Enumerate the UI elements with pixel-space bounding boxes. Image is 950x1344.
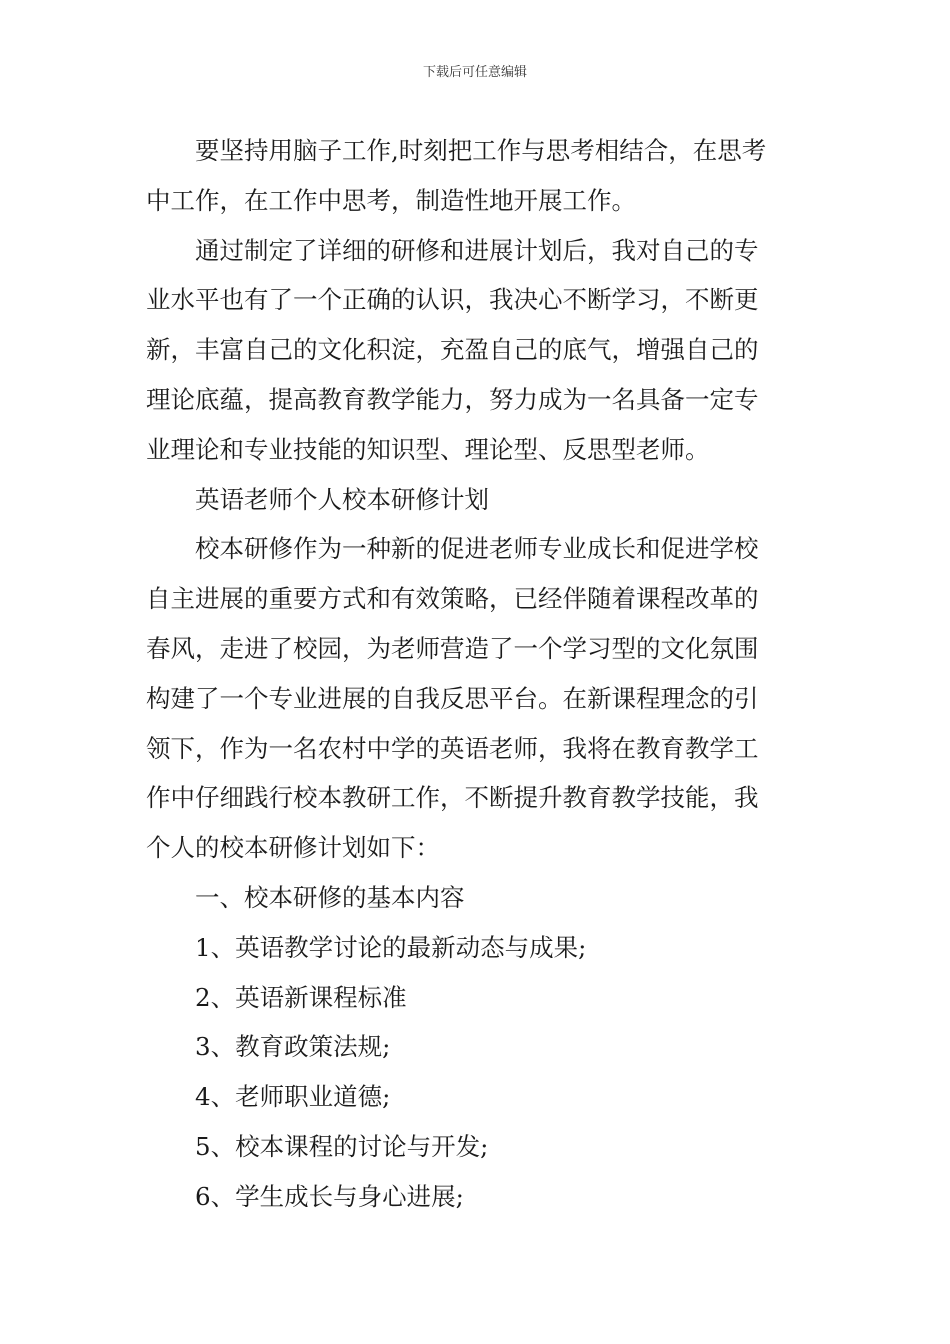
document-body bbox=[146, 126, 806, 1222]
text-line: 业理论和专业技能的知识型、理论型、反思型老师。 bbox=[146, 434, 710, 464]
text-line: 新，丰富自己的文化积淀，充盈自己的底气，增强自己的 bbox=[146, 335, 759, 365]
list-item bbox=[146, 923, 806, 973]
text-line: 1、英语教学讨论的最新动态与成果; bbox=[195, 932, 587, 962]
text-line: 4、老师职业道德; bbox=[195, 1082, 391, 1112]
list-item bbox=[146, 1172, 806, 1222]
list-item bbox=[146, 973, 806, 1023]
text-line: 2、英语新课程标准 bbox=[195, 982, 407, 1012]
list-item bbox=[146, 1022, 806, 1072]
page-header-note: 下载后可任意编辑 bbox=[422, 65, 527, 80]
text-line: 要坚持用脑子工作,时刻把工作与思考相结合，在思考 bbox=[195, 136, 767, 165]
text-line: 个人的校本研修计划如下： bbox=[146, 833, 440, 863]
text-line: 通过制定了详细的研修和进展计划后，我对自己的专 bbox=[195, 235, 759, 265]
text-line: 领下，作为一名农村中学的英语老师，我将在教育教学工 bbox=[146, 733, 759, 763]
paragraph-intro bbox=[146, 524, 806, 873]
paragraph-study-plan bbox=[146, 226, 806, 475]
text-line: 作中仔细践行校本教研工作，不断提升教育教学技能，我 bbox=[146, 783, 759, 813]
text-line: 业水平也有了一个正确的认识，我决心不断学习，不断更 bbox=[146, 285, 759, 315]
text-line: 理论底蕴，提高教育教学能力，努力成为一名具备一定专 bbox=[146, 384, 759, 414]
subsection-heading bbox=[146, 873, 806, 923]
text-line: 校本研修作为一种新的促进老师专业成长和促进学校 bbox=[195, 534, 759, 564]
text-line: 中工作，在工作中思考，制造性地开展工作。 bbox=[146, 185, 636, 215]
list-item bbox=[146, 1072, 806, 1122]
text-line: 英语老师个人校本研修计划 bbox=[195, 484, 489, 514]
text-line: 春风，走进了校园，为老师营造了一个学习型的文化氛围 bbox=[146, 633, 759, 663]
text-line: 自主进展的重要方式和有效策略，已经伴随着课程改革的 bbox=[146, 584, 759, 614]
text-line: 一、校本研修的基本内容 bbox=[195, 882, 465, 912]
section-title bbox=[146, 475, 806, 525]
text-line: 3、教育政策法规; bbox=[195, 1032, 391, 1062]
text-line: 构建了一个专业进展的自我反思平台。在新课程理念的引 bbox=[146, 683, 759, 713]
list-item bbox=[146, 1122, 806, 1172]
paragraph-work-thinking bbox=[146, 126, 806, 226]
text-line: 6、学生成长与身心进展; bbox=[195, 1181, 464, 1211]
text-line: 5、校本课程的讨论与开发; bbox=[195, 1131, 489, 1161]
